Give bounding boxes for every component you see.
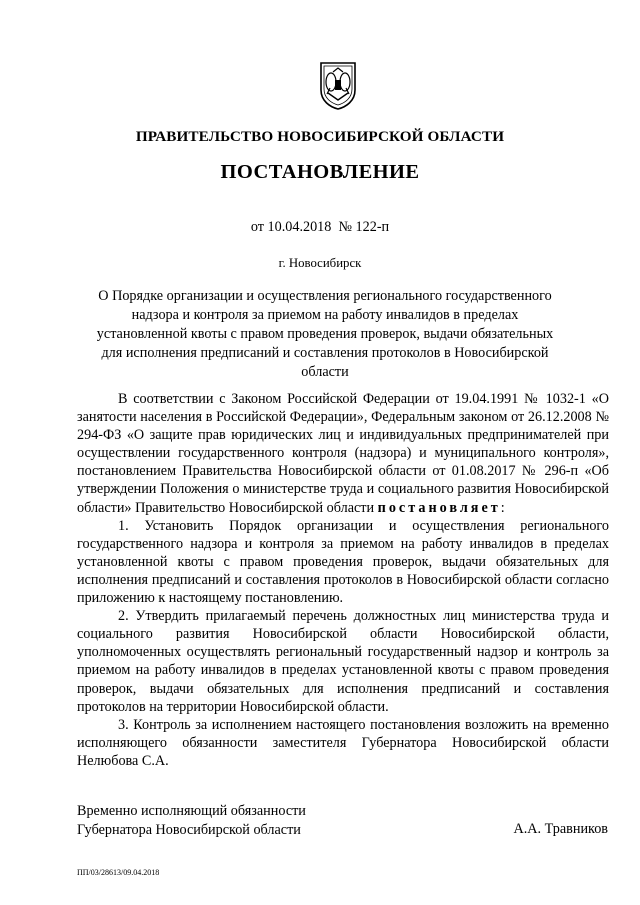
city-line: г. Новосибирск [278,256,362,270]
signatory-name: А.А. Травников [513,821,608,837]
signatory-position-line-1: Временно исполняющий обязанности [77,803,306,819]
item-paragraph-3: 3. Контроль за исполнением настоящего постановления возложить на временно исполняющего обязанности заместителя Губернатора Новосибирской области Нелюбова С.А. [77,716,609,769]
organization-title: ПРАВИТЕЛЬСТВО НОВОСИБИРСКОЙ ОБЛАСТИ [135,128,505,145]
item-paragraph-2: 2. Утвердить прилагаемый перечень должностных лиц министерства труда и социального развития Новосибирской области Новосибирской области, уполномоченных осуществлять региональный государственный надзор и контроль за приемом на работу инвалидов в пределах установленной квоты с правом проведения проверок, выдачи обязательных для исполнения предписаний и составления протоколов на территории Новосибирской области. [77,608,609,715]
resolves-word: постановляет [377,499,501,516]
document-type-title: ПОСТАНОВЛЕНИЕ [220,161,420,183]
novosibirsk-coat-of-arms-icon [318,60,358,110]
resolves-colon: : [500,499,505,516]
document-subject: О Порядке организации и осуществления регионального государственного надзора и контроля за приемом на работу инвалидов в пределах установленной квоты с правом проведения проверок, выдачи обязательных для исполнения предписаний и составления протоколов в Новосибирской области [96,288,554,380]
preamble-paragraph [77,390,609,517]
document-date: 10.04.2018 [267,219,332,235]
date-number-line [0,219,640,236]
signatory-position-line-2: Губернатора Новосибирской области [77,821,301,838]
registration-code: ПП/03/28613/09.04.2018 [77,868,160,877]
signatory-position [77,802,306,839]
date-prefix: от [250,219,264,235]
preamble-text: В соответствии с Законом Российской Федерации от 19.04.1991 № 1032-1 «О занятости населения в Российской Федерации», Федеральным законом от 26.12.2008 № 294-ФЗ «О защите прав юридических лиц и индивидуальных предпринимателей при осуществлении государственного контроля (надзора) и муниципального контроля», постановлением Правительства Новосибирской области от 01.08.2017 № 296-п «Об утверждении Положения о министерстве труда и социального развития Новосибирской области» Правительство Новосибирской области [77,391,609,516]
item-paragraph-1: 1. Установить Порядок организации и осуществления регионального государственного надзора и контроля за приемом на работу инвалидов в пределах установленной квоты с правом проведения проверок, выдачи обязательных для исполнения предписаний и составления протоколов в Новосибирской области согласно приложению к настоящему постановлению. [77,517,609,607]
document-number: № 122-п [338,219,390,235]
document-body [77,390,609,770]
